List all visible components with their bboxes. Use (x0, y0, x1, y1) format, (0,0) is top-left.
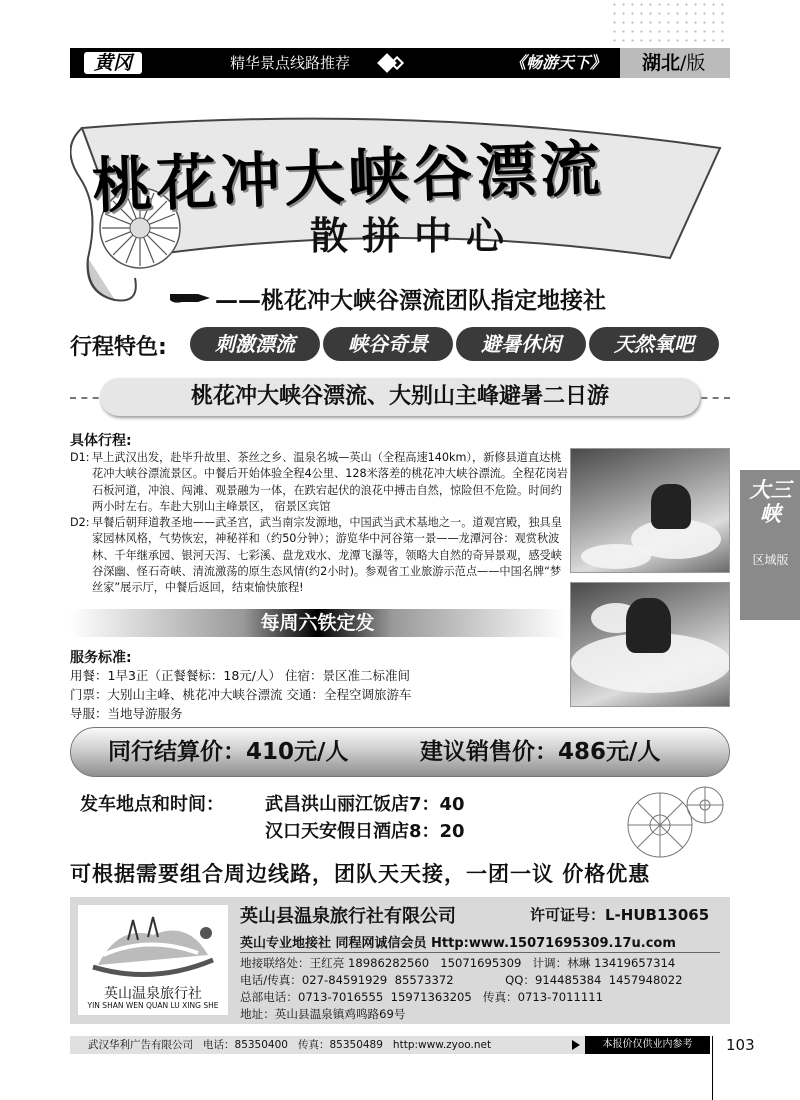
agency-contact-line: 总部电话：0713-7016555 15971363205 传真：0713-7011111 (240, 990, 603, 1004)
service-heading: 服务标准: (70, 650, 132, 666)
itinerary (70, 450, 570, 597)
weekly-departure: 每周六铁定发 (260, 612, 375, 634)
rafting-photo (570, 448, 730, 573)
logo-name: 英山温泉旅行社 (104, 986, 202, 1002)
sub-title: 散拼中心 (310, 213, 519, 258)
itinerary-heading: 具体行程: (70, 433, 132, 449)
agency-subtitle: 英山专业地接社 同程网诚信会员 Http:www.15071695309.17u.com (240, 936, 676, 951)
side-tab-subtitle: 区域版 (752, 553, 789, 567)
feature-pill: 刺激漂流 (190, 327, 320, 361)
agency-contact-line: 地址：英山县温泉镇鸡鸣路69号 (240, 1007, 406, 1021)
agency-name: 英山县温泉旅行社有限公司 (240, 906, 456, 927)
side-tab-title: 大三峡 (749, 477, 792, 526)
hot-spring-logo-icon (78, 905, 228, 985)
day-text: 早餐后朝拜道教圣地——武圣宫，武当南宗发源地，中国武当武术基地之一。道观宫殿，独具皇家园林风格，气势恢宏，神秘祥和（约50分钟）；游览华中河谷第一景——龙潭河谷：观赏秋波林、千年继承园、银河天泻、七彩溪、盘龙戏水、龙潭飞瀑等，领略大自然的奇异景观，感受峡谷深幽、怪石奇峡、清流激荡的原生态风情(约2小时)。参观省工业旅游示范点——中国名牌“梦丝家”展示厅，中餐后返回，结束愉快旅程! (92, 516, 562, 595)
arrow-icon (572, 1040, 580, 1050)
footer-note: 本报价仅供业内参考 (585, 1036, 710, 1054)
features-label: 行程特色: (70, 335, 167, 360)
feature-pill: 峡谷奇景 (323, 327, 453, 361)
departure-label: 发车地点和时间： (80, 794, 224, 815)
header-bar (70, 48, 730, 78)
service-line: 用餐：1早3正（正餐餐标：18元/人） 住宿：景区准二标准间 (70, 668, 410, 683)
agency-contact-line: 地接联络处：王红亮 18986282560 15071695309 计调：林琳 13419657314 (240, 956, 676, 970)
logo-pinyin: YIN SHAN WEN QUAN LU XING SHE (87, 1001, 219, 1010)
divider (712, 1036, 713, 1100)
agency-contact-line: 电话/传真：027-84591929 85573372 QQ：914485384 1457948022 (240, 973, 683, 987)
itinerary-day (70, 450, 570, 515)
main-title: 桃花冲大峡谷漂流 (91, 134, 606, 222)
page-number: 103 (726, 1036, 755, 1054)
footer-ad-line: 武汉华利广告有限公司 电话：85350400 传真：85350489 http:www.zyoo.net (88, 1039, 492, 1051)
agency-license: 许可证号：L-HUB13065 (530, 906, 710, 924)
dot-pattern (610, 0, 730, 45)
feature-pill: 天然氧吧 (589, 327, 719, 361)
header-city: 黄冈 (84, 52, 142, 74)
divider (240, 952, 720, 953)
route-title: 桃花冲大峡谷漂流、大别山主峰避暑二日游 (100, 378, 700, 416)
itinerary-day (70, 515, 570, 596)
day-text: 早上武汉出发，赴毕升故里、茶丝之乡、温泉名城—英山（全程高速140km），新修县道直达桃花冲大峡谷漂流景区。中餐后开始体验全程4公里、128米落差的桃花冲大峡谷漂流。全程花岗岩石板河道，冲浪、闯滩、观景融为一体，在跌宕起伏的浪花中搏击自然，惊险但不危险。时间约两小时左右。车赴大别山主峰景区， 宿景区宾馆 (92, 451, 568, 513)
service-line: 导服：当地导游服务 (70, 706, 183, 721)
edition-label: 湖北/版 (620, 48, 730, 78)
header-route-recommend: 精华景点线路推荐 (230, 54, 351, 72)
departure-line: 汉口天安假日酒店8：20 (265, 821, 465, 842)
day-tag: D1: (70, 451, 90, 464)
rafting-photo (570, 582, 730, 707)
combo-note: 可根据需要组合周边线路，团队天天接，一团一议 价格优惠 (70, 862, 651, 886)
pointing-hand-icon (168, 290, 212, 306)
feature-pill: 避暑休闲 (456, 327, 586, 361)
tagline: ——桃花冲大峡谷漂流团队指定地接社 (215, 288, 606, 314)
departure-line: 武昌洪山丽江饭店7：40 (265, 794, 465, 815)
magazine-name: 《畅游天下》 (510, 53, 607, 72)
peer-price: 同行结算价：410元/人 (108, 739, 349, 765)
retail-price: 建议销售价：486元/人 (420, 739, 661, 765)
day-tag: D2: (70, 516, 90, 530)
service-line: 门票：大别山主峰、桃花冲大峡谷漂流 交通：全程空调旅游车 (70, 687, 412, 702)
